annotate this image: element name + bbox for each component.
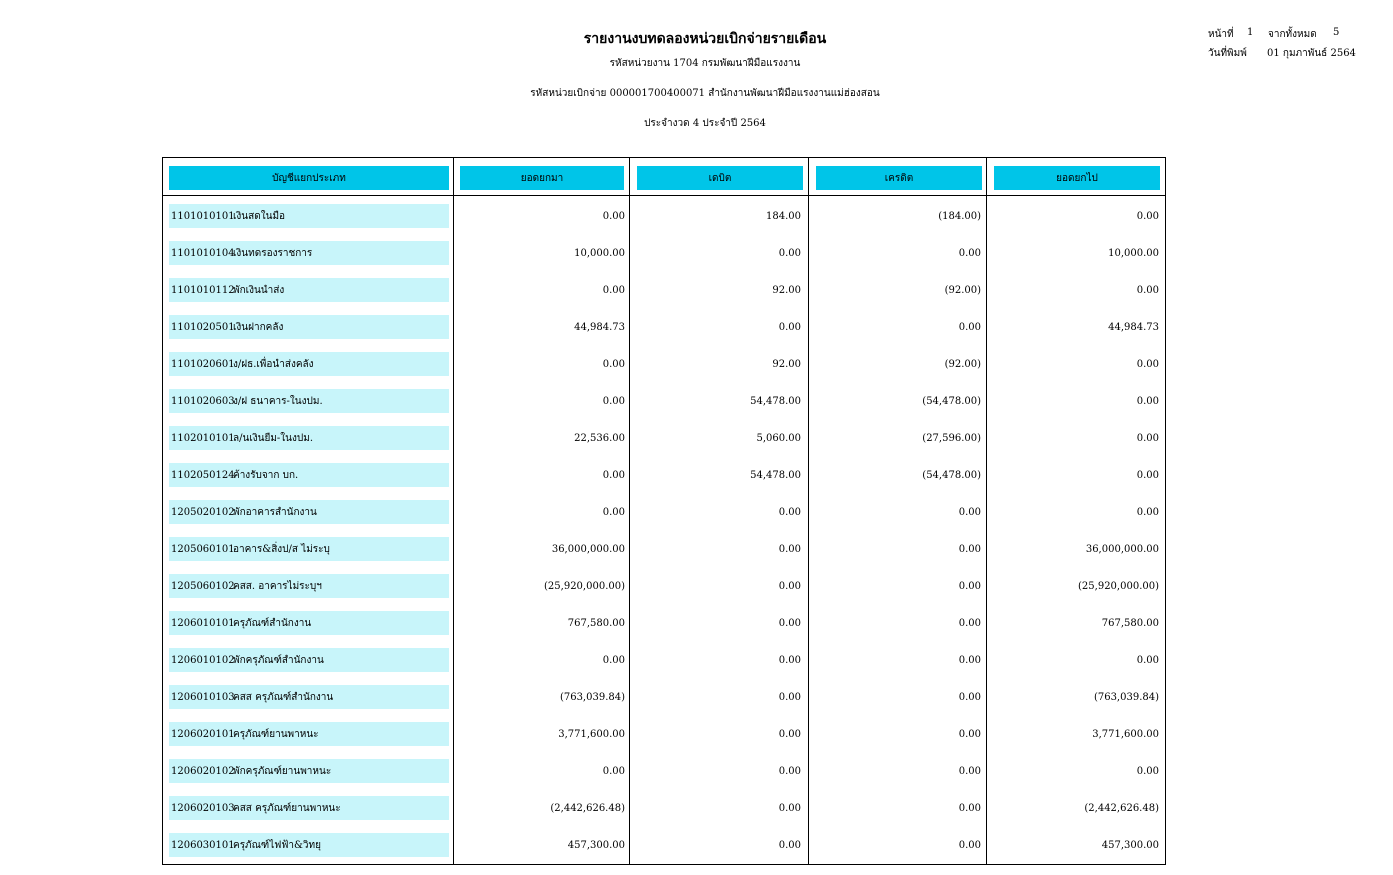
account-code: 1206010102 (171, 654, 235, 666)
credit-cell: 0.00 (958, 802, 981, 814)
account-cell (169, 833, 449, 857)
account-cell (169, 685, 449, 709)
account-cell (169, 315, 449, 339)
account-name: พักอาคารสำนักงาน (233, 506, 317, 518)
page-number: 1 (1247, 27, 1254, 38)
table-row (163, 352, 1165, 376)
carried-forward-cell: 767,580.00 (1101, 617, 1159, 629)
account-cell (169, 278, 449, 302)
account-name: เงินทดรองราชการ (233, 247, 313, 259)
disbursement-unit: รหัสหน่วยเบิกจ่าย 000001700400071 สำนักงานพัฒนาฝีมือแรงงานแม่ฮ่องสอน (530, 88, 880, 99)
debit-cell: 0.00 (778, 506, 801, 518)
account-name: อาคาร&สิ่งป/ส ไม่ระบุ (233, 543, 330, 555)
account-code: 1101010101 (171, 210, 235, 222)
account-code: 1206010103 (171, 691, 235, 703)
debit-cell: 0.00 (778, 839, 801, 851)
carried-forward-cell: 0.00 (1136, 432, 1159, 444)
carried-forward-cell: 457,300.00 (1101, 839, 1159, 851)
account-code: 1206030101 (171, 839, 235, 851)
debit-cell: 92.00 (772, 358, 801, 370)
column-header-brought-forward: ยอดยกมา (460, 166, 624, 190)
credit-cell: (92.00) (944, 358, 981, 370)
brought-forward-cell: 10,000.00 (574, 247, 625, 259)
total-pages-label: จากทั้งหมด (1268, 29, 1317, 40)
brought-forward-cell: 767,580.00 (567, 617, 625, 629)
agency-code: รหัสหน่วยงาน 1704 กรมพัฒนาฝีมือแรงงาน (609, 58, 801, 69)
account-name: ค้างรับจาก บก. (233, 469, 299, 481)
print-date: 01 กุมภาพันธ์ 2564 (1267, 48, 1356, 59)
table-row (163, 611, 1165, 635)
header-divider (163, 195, 1165, 196)
debit-cell: 5,060.00 (756, 432, 801, 444)
account-code: 1206020102 (171, 765, 235, 777)
account-code: 1101020603 (171, 395, 235, 407)
table-row (163, 500, 1165, 524)
carried-forward-cell: 10,000.00 (1108, 247, 1159, 259)
carried-forward-cell: (2,442,626.48) (1084, 802, 1159, 814)
brought-forward-cell: 0.00 (602, 506, 625, 518)
account-name: เงินสดในมือ (233, 210, 286, 222)
brought-forward-cell: (763,039.84) (559, 691, 625, 703)
account-code: 1101010104 (171, 247, 235, 259)
brought-forward-cell: 22,536.00 (574, 432, 625, 444)
brought-forward-cell: 0.00 (602, 395, 625, 407)
table-row (163, 241, 1165, 265)
credit-cell: 0.00 (958, 321, 981, 333)
table-row (163, 648, 1165, 672)
credit-cell: (27,596.00) (922, 432, 981, 444)
carried-forward-cell: 0.00 (1136, 765, 1159, 777)
trial-balance-table (162, 157, 1166, 865)
column-header-debit: เดบิต (637, 166, 803, 190)
table-row (163, 537, 1165, 561)
account-cell (169, 241, 449, 265)
credit-cell: (184.00) (938, 210, 981, 222)
account-cell (169, 204, 449, 228)
table-row (163, 389, 1165, 413)
credit-cell: 0.00 (958, 728, 981, 740)
debit-cell: 0.00 (778, 802, 801, 814)
debit-cell: 0.00 (778, 543, 801, 555)
credit-cell: 0.00 (958, 580, 981, 592)
account-cell (169, 796, 449, 820)
account-code: 1101010112 (171, 284, 235, 296)
brought-forward-cell: 0.00 (602, 469, 625, 481)
brought-forward-cell: 0.00 (602, 765, 625, 777)
credit-cell: 0.00 (958, 654, 981, 666)
account-cell (169, 722, 449, 746)
carried-forward-cell: 0.00 (1136, 654, 1159, 666)
account-code: 1101020501 (171, 321, 235, 333)
account-name: ง/ฝธ.เพื่อนำส่งคลัง (233, 358, 314, 370)
account-cell (169, 759, 449, 783)
account-name: ครุภัณฑ์สำนักงาน (233, 617, 312, 629)
account-name: พักครุภัณฑ์สำนักงาน (233, 654, 324, 666)
account-cell (169, 611, 449, 635)
table-row (163, 685, 1165, 709)
account-code: 1206020101 (171, 728, 235, 740)
brought-forward-cell: 0.00 (602, 210, 625, 222)
debit-cell: 0.00 (778, 247, 801, 259)
brought-forward-cell: 44,984.73 (574, 321, 625, 333)
table-row (163, 759, 1165, 783)
carried-forward-cell: 0.00 (1136, 469, 1159, 481)
brought-forward-cell: 0.00 (602, 284, 625, 296)
debit-cell: 0.00 (778, 691, 801, 703)
brought-forward-cell: (25,920,000.00) (544, 580, 625, 592)
account-code: 1101020601 (171, 358, 235, 370)
brought-forward-cell: 457,300.00 (567, 839, 625, 851)
debit-cell: 184.00 (766, 210, 801, 222)
debit-cell: 54,478.00 (750, 469, 801, 481)
account-name: ครุภัณฑ์ยานพาหนะ (233, 728, 319, 740)
print-date-label: วันที่พิมพ์ (1208, 48, 1247, 59)
table-row (163, 833, 1165, 857)
brought-forward-cell: 0.00 (602, 358, 625, 370)
carried-forward-cell: 36,000,000.00 (1085, 543, 1159, 555)
credit-cell: 0.00 (958, 543, 981, 555)
account-name: คสส ครุภัณฑ์ยานพาหนะ (233, 802, 341, 814)
carried-forward-cell: (763,039.84) (1093, 691, 1159, 703)
debit-cell: 92.00 (772, 284, 801, 296)
table-row (163, 722, 1165, 746)
carried-forward-cell: 0.00 (1136, 395, 1159, 407)
table-row (163, 463, 1165, 487)
debit-cell: 0.00 (778, 728, 801, 740)
page-label: หน้าที่ (1208, 29, 1234, 40)
account-name: เงินฝากคลัง (233, 321, 284, 333)
carried-forward-cell: 0.00 (1136, 506, 1159, 518)
credit-cell: (54,478.00) (922, 395, 981, 407)
table-row (163, 315, 1165, 339)
carried-forward-cell: 3,771,600.00 (1092, 728, 1159, 740)
account-cell (169, 500, 449, 524)
report-period: ประจำงวด 4 ประจำปี 2564 (644, 118, 766, 129)
column-header-account: บัญชีแยกประเภท (169, 166, 449, 190)
table-row (163, 796, 1165, 820)
debit-cell: 0.00 (778, 321, 801, 333)
account-name: พักเงินนำส่ง (233, 284, 285, 296)
account-name: พักครุภัณฑ์ยานพาหนะ (233, 765, 332, 777)
carried-forward-cell: 0.00 (1136, 210, 1159, 222)
credit-cell: 0.00 (958, 247, 981, 259)
account-cell (169, 648, 449, 672)
carried-forward-cell: (25,920,000.00) (1078, 580, 1159, 592)
credit-cell: 0.00 (958, 839, 981, 851)
account-name: ล/นเงินยืม-ในงปม. (233, 432, 314, 444)
debit-cell: 0.00 (778, 654, 801, 666)
credit-cell: 0.00 (958, 617, 981, 629)
column-header-carried-forward: ยอดยกไป (994, 166, 1160, 190)
table-row (163, 204, 1165, 228)
credit-cell: 0.00 (958, 506, 981, 518)
table-row (163, 574, 1165, 598)
brought-forward-cell: 0.00 (602, 654, 625, 666)
account-code: 1206020103 (171, 802, 235, 814)
account-name: คสส ครุภัณฑ์สำนักงาน (233, 691, 334, 703)
credit-cell: (92.00) (944, 284, 981, 296)
account-code: 1205020102 (171, 506, 235, 518)
credit-cell: 0.00 (958, 765, 981, 777)
account-cell (169, 352, 449, 376)
debit-cell: 0.00 (778, 765, 801, 777)
brought-forward-cell: (2,442,626.48) (550, 802, 625, 814)
carried-forward-cell: 44,984.73 (1108, 321, 1159, 333)
debit-cell: 0.00 (778, 617, 801, 629)
account-code: 1205060102 (171, 580, 235, 592)
debit-cell: 0.00 (778, 580, 801, 592)
account-name: คสส. อาคารไม่ระบุฯ (233, 580, 322, 592)
carried-forward-cell: 0.00 (1136, 284, 1159, 296)
debit-cell: 54,478.00 (750, 395, 801, 407)
account-cell (169, 537, 449, 561)
account-name: ง/ฝ ธนาคาร-ในงปม. (233, 395, 323, 407)
account-code: 1206010101 (171, 617, 235, 629)
account-name: ครุภัณฑ์ไฟฟ้า&วิทยุ (233, 839, 322, 851)
credit-cell: 0.00 (958, 691, 981, 703)
credit-cell: (54,478.00) (922, 469, 981, 481)
total-pages: 5 (1333, 27, 1340, 38)
account-code: 1102010101 (171, 432, 235, 444)
account-cell (169, 389, 449, 413)
report-title: รายงานงบทดลองหน่วยเบิกจ่ายรายเดือน (583, 31, 827, 47)
carried-forward-cell: 0.00 (1136, 358, 1159, 370)
column-header-credit: เครดิต (816, 166, 982, 190)
table-row (163, 278, 1165, 302)
account-cell (169, 463, 449, 487)
account-cell (169, 426, 449, 450)
table-row (163, 426, 1165, 450)
brought-forward-cell: 3,771,600.00 (558, 728, 625, 740)
account-code: 1205060101 (171, 543, 235, 555)
account-cell (169, 574, 449, 598)
brought-forward-cell: 36,000,000.00 (551, 543, 625, 555)
account-code: 1102050124 (171, 469, 235, 481)
